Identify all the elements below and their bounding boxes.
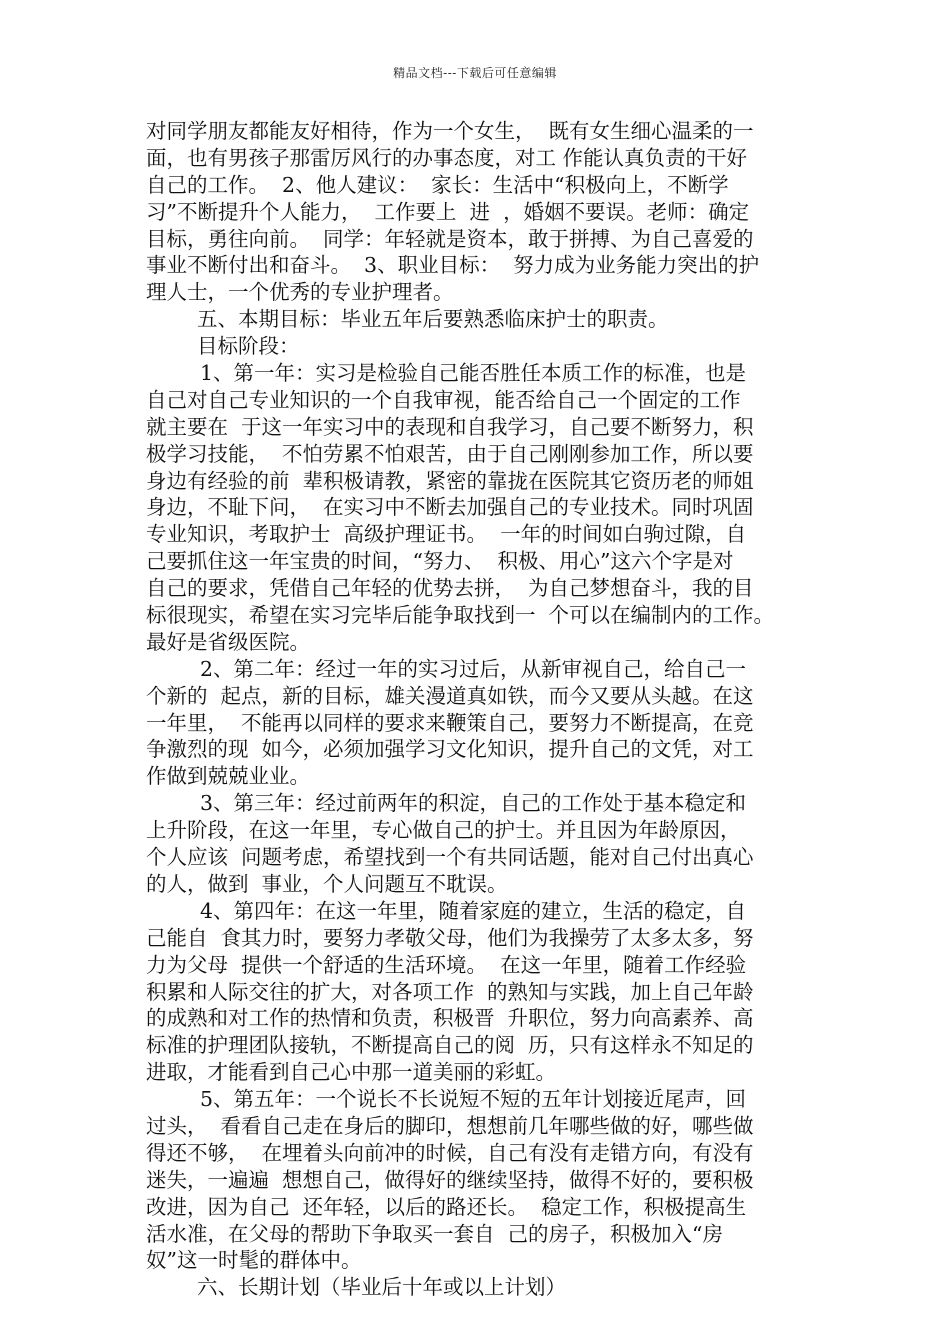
- text-line: 的成熟和对工作的热情和负责，积极晋 升职位，努力向高素养、高: [146, 1006, 754, 1031]
- text-line: 进取，才能看到自己心中那一道美丽的彩虹。: [146, 1060, 556, 1085]
- document-body: [146, 118, 826, 1301]
- text-line: 己要抓住这一年宝贵的时间，“努力、 积极、用心”这六个字是对: [146, 549, 734, 574]
- text-line: 就主要在 于这一年实习中的表现和自我学习，自己要不断努力，积: [146, 414, 754, 439]
- text-line: 活水准，在父母的帮助下争取买一套自 己的房子，积极加入“房: [146, 1221, 724, 1246]
- text-line: 改进，因为自己 还年轻，以后的路还长。 稳定工作，积极提高生: [146, 1194, 747, 1219]
- text-line: 标准的护理团队接轨，不断提高自己的阅 历，只有这样永不知足的: [146, 1033, 754, 1058]
- page-header: 精品文档---下载后可任意编辑: [393, 66, 557, 80]
- text-line: 过头， 看看自己走在身后的脚印，想想前几年哪些做的好，哪些做: [146, 1113, 754, 1138]
- text-line: 身边，不耻下问， 在实习中不断去加强自己的专业技术。同时巩固: [146, 495, 754, 520]
- text-line: 自己对自己专业知识的一个自我审视，能否给自己一个固定的工作: [146, 387, 741, 412]
- text-line: 积累和人际交往的扩大，对各项工作 的熟知与实践，加上自己年龄: [146, 979, 754, 1004]
- text-line: 自己的要求，凭借自己年轻的优势去拼， 为自己梦想奋斗，我的目: [146, 576, 754, 601]
- text-line: 力为父母 提供一个舒适的生活环境。 在这一年里，随着工作经验: [146, 952, 747, 977]
- text-line: 争激烈的现 如今，必须加强学习文化知识，提升自己的文凭，对工: [146, 737, 754, 762]
- paragraph-start: 2、第二年：经过一年的实习过后，从新审视自己，给自己一: [200, 656, 747, 681]
- text-line: 作做到兢兢业业。: [146, 764, 310, 789]
- text-line: 一年里， 不能再以同样的要求来鞭策自己，要努力不断提高，在竞: [146, 710, 754, 735]
- text-line: 标很现实，希望在实习完毕后能争取找到一 个可以在编制内的工作。: [146, 603, 775, 628]
- text-line: 面，也有男孩子那雷厉风行的办事态度，对工 作能认真负责的干好: [146, 145, 748, 170]
- text-line: 奴”这一时髦的群体中。: [146, 1248, 362, 1273]
- text-line: 得还不够， 在埋着头向前冲的时候，自己有没有走错方向，有没有: [146, 1140, 754, 1165]
- text-line: 最好是省级医院。: [146, 629, 310, 654]
- text-line: 极学习技能， 不怕劳累不怕艰苦，由于自己刚刚参加工作，所以要: [146, 441, 754, 466]
- text-line: 对同学朋友都能友好相待，作为一个女生， 既有女生细心温柔的一: [146, 119, 754, 143]
- paragraph-start: 3、第三年：经过前两年的积淀，自己的工作处于基本稳定和: [200, 791, 747, 816]
- text-line: 专业知识，考取护士 高级护理证书。 一年的时间如白驹过隙，自: [146, 522, 747, 547]
- text-line: 习”不断提升个人能力， 工作要上 进 ，婚姻不要误。老师：确定: [146, 199, 750, 224]
- paragraph-start: 5、第五年：一个说长不长说短不短的五年计划接近尾声，回: [200, 1087, 747, 1112]
- subheading: 目标阶段：: [197, 334, 300, 359]
- text-line: 事业不断付出和奋斗。 3、职业目标： 努力成为业务能力突出的护: [146, 253, 760, 278]
- text-line: 个人应该 问题考虑，希望找到一个有共同话题，能对自己付出真心: [146, 845, 754, 870]
- text-line: 上升阶段，在这一年里，专心做自己的护士。并且因为年龄原因，: [146, 818, 741, 843]
- paragraph-start: 1、第一年：实习是检验自己能否胜任本质工作的标准，也是: [200, 361, 747, 386]
- text-line: 身边有经验的前 辈积极请教，紧密的靠拢在医院其它资历老的师姐: [146, 468, 754, 493]
- text-line: 己能自 食其力时，要努力孝敬父母，他们为我操劳了太多太多，努: [146, 925, 754, 950]
- text-line: 的人，做到 事业，个人问题互不耽误。: [146, 871, 508, 896]
- text-line: 目标，勇往向前。 同学：年轻就是资本，敢于拼搏、为自己喜爱的: [146, 226, 754, 251]
- text-line: 迷失，一遍遍 想想自己，做得好的继续坚持，做得不好的，要积极: [146, 1167, 754, 1192]
- section-heading: 六、长期计划（毕业后十年或以上计划）: [197, 1275, 566, 1300]
- section-heading: 五、本期目标：毕业五年后要熟悉临床护士的职责。: [197, 307, 669, 332]
- paragraph-start: 4、第四年：在这一年里，随着家庭的建立，生活的稳定，自: [200, 898, 747, 923]
- text-line: 自己的工作。 2、他人建议： 家长：生活中“积极向上，不断学: [146, 172, 729, 197]
- text-line: 理人士，一个优秀的专业护理者。: [146, 280, 454, 305]
- text-line: 个新的 起点，新的目标，雄关漫道真如铁，而今又要从头越。在这: [146, 683, 754, 708]
